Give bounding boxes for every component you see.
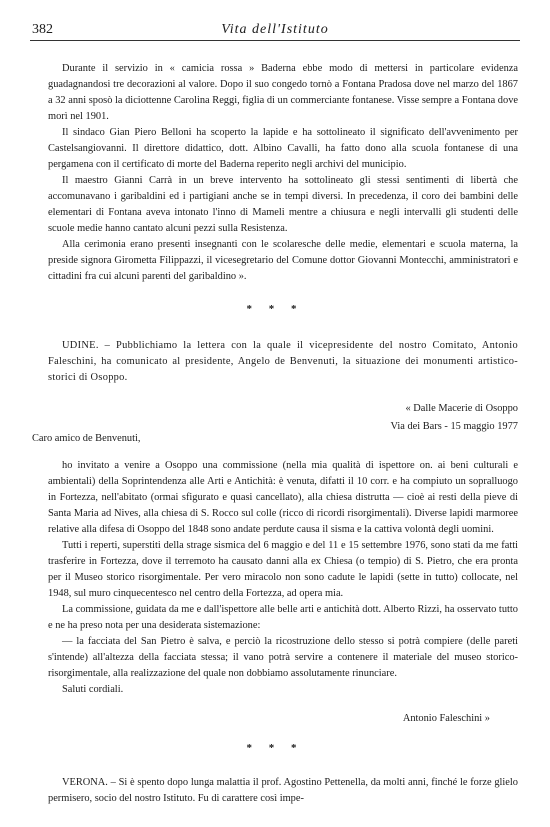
paragraph: Alla cerimonia erano presenti insegnanti con le scolaresche delle medie, elementari e scuola materna, la preside signora Giromettа Filippazzi, il vicesegretario del Comune dottor Giovanni Montecchi, amministratori e cittadini fra cui alcuni parenti del garibaldino ». — [48, 239, 518, 282]
section-separator: * * * — [246, 742, 304, 754]
paragraph: Il maestro Gianni Carrà in un breve intervento ha sottolineato gli stessi sentimenti di libertà che accomunavano i garibaldini ed i partigiani anche se in tempi diversi. In precedenza, il coro dei bambini delle elementari di Fontana aveva intonato l'inno di Mameli mentre a chiusura e negli intervalli gli studenti delle scuole medie hanno cantato alcuni pezzi sulla Resistenza. — [48, 175, 518, 234]
paragraph: La commissione, guidata da me e dall'ispettore alle belle arti e antichità dott. Alberto Rizzi, ha osservato tutto e ne ha preso nota per una desiderata sistemazione: — [48, 604, 518, 631]
section-baderna — [48, 61, 518, 285]
paragraph: Saluti cordiali. — [62, 684, 124, 695]
letter-place: « Dalle Macerie di Osoppo — [405, 403, 518, 414]
letter-signature: Antonio Faleschini » — [402, 713, 490, 724]
page-header — [30, 22, 520, 41]
paragraph: Tutti i reperti, superstiti della strage sismica del 6 maggio e del 11 e 15 settembre 1976, sono stati da me fatti trasferire in Fortezza, dove il terremoto ha causato danni alla ex Chiesa (o tempio) di S. Pietro, che era pronta per il Museo storico risorgimentale. Per vero miracolo non sono cadute le lapidi (sette in tutto) collocate, nel 1948, sul muro cinquecentesco nel centro della Fortezza, ad opera mia. — [48, 540, 518, 599]
paragraph: — la facciata del San Pietro è salva, e perciò la ricostruzione dello stesso si potrà compiere (delle pareti s'intende) all'altezza della facciata stessa; il vano potrà servire a contenere il materiale del museo storico-risorgimentale, alla realizzazione del quale non dobbiamo assolutamente rinunciare. — [48, 636, 518, 679]
paragraph: VERONA. – Si è spento dopo lunga malattia il prof. Agostino Pettenella, da molti anni, finché le forze glielo permisero, socio del nostro Istituto. Fu di carattere così impe- — [48, 777, 518, 804]
running-title: Vita dell'Istituto — [221, 22, 329, 37]
paragraph: Il sindaco Gian Piero Belloni ha scoperto la lapide e ha sottolineato il significato dell'avvenimento per Castelsangiovanni. Il direttore didattico, dott. Albino Cavalli, ha fatto dono alla scuola fontanese di una pergamena con il certificato di morte del Baderna reperito negli archivi del municipio. — [48, 127, 518, 170]
paragraph: Durante il servizio in « camicia rossa » Baderna ebbe modo di mettersi in particolare evidenza guadagnandosi tre decorazioni al valore. Dopo il suo congedo tornò a Fontana Pradosa dove nel marzo del 1867 a 32 anni sposò la diciottenne Carolina Reggi, figlia di un commerciante fontanese. Visse sempre a Fontana dove morì nel 1901. — [48, 63, 518, 122]
section-verona — [48, 775, 518, 807]
section-separator: * * * — [246, 303, 304, 315]
paragraph: UDINE. – Pubblichiamo la lettera con la quale il vicepresidente del nostro Comitato, Antonio Faleschini, ha comunicato al presidente, Angelo de Benvenuti, la situazione dei monumenti artistico-storici di Osoppo. — [48, 340, 518, 383]
letter-body — [48, 458, 518, 698]
section-udine-intro — [48, 338, 518, 386]
letter-address-date: Via dei Bars - 15 maggio 1977 — [390, 421, 518, 432]
paragraph: ho invitato a venire a Osoppo una commissione (nella mia qualità di ispettore on. ai beni culturali e ambientali) della Soprintendenza alle Arti e Antichità: è venuta, difatti il 10 corr. e ha compiuto un sopralluogo in Fortezza, nell'abitato (ormai sfigurato e quasi cancellato), alla chiesa distrutta — cioè ai resti della pieve di Santa Maria ad Nives, alla chiesa di S. Rocco sul colle (ricco di ricordi risorgimentali). Diverse lapidi marmoree relative alla difesa di Osoppo del 1848 sono andate perdute causa il sisma e la cattiva volontà degli uomini. — [48, 460, 518, 535]
letter-salutation — [32, 431, 502, 447]
salutation: Caro amico de Benvenuti, — [32, 433, 141, 444]
page-number: 382 — [32, 22, 53, 37]
